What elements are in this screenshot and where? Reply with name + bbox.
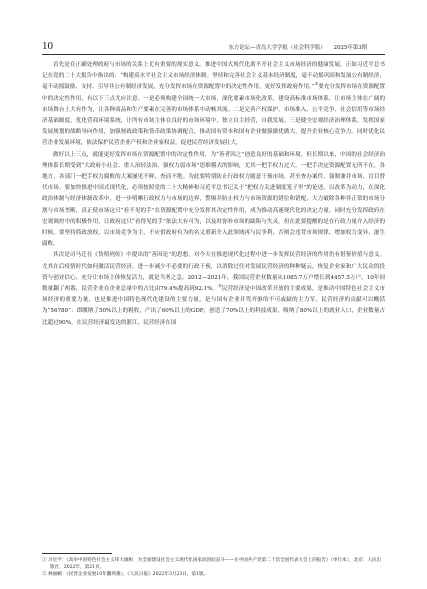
footnotes (42, 557, 385, 578)
page-number: 10 (42, 40, 53, 52)
body-text (42, 60, 385, 329)
paragraph-text: 首先是在正确处理政府与市场的关系上尤有重要的现实意义。推进中国式现代化离不开社会主义市场经济的健康发展，正如习近平总书记在党的二十大报告中指出的：“构建高水平社会主义市场经济体制。坚持和完善社会主义基本经济制度，毫不动摇巩固和发展公有制经济，毫不动摇鼓励、支持、引导非公有制经济发展，充分发挥市场在资源配置中的决定性作用，更好发挥政府作用。” (42, 62, 385, 91)
running-title: 东方论坛—青岛大学学报（社会科学版） 2025年第3期 (228, 45, 367, 51)
footnote-rule (42, 553, 112, 554)
header-rule (42, 54, 385, 55)
paragraph-text-cont: 要充分发挥市场在资源配置中的决定性作用，有以下三点尤应注意。一是必须构建全国统一大市场，深化要素市场化改革，建设高标准市场体系，让市场主体在广阔的市场舞台上大有作为，让各种商品和生产要素在完善的市场体系中动畅其流。二是完善产权保护、市场准入、公平竞争、社会信用等市场经济基础制度，优化营商环境系统，让所有市场主体在良好的市场环境中，独立自主经营，自我发展。三是健全宏观经济治理体系，发挥国家发展规划的战略导向作用，加强财政政策和货币政策协调配合，推动国有资本和国有企业做强做优做大，提升企业核心竞争力。同时优化民营企业发展环境，依法保护民营企业产权和企业家权益，促进民营经济发展壮大。 (42, 84, 386, 147)
footnote: ② 林丽鹂：《民营企业发展10年翻两番》，《人民日报》2022年3月23日，第1版。 (42, 572, 209, 577)
paragraph (42, 250, 385, 328)
page-header (42, 40, 385, 52)
footnote-ref: ① (314, 81, 319, 87)
paragraph (42, 150, 385, 251)
footnote-ref: ② (218, 283, 222, 289)
footnote: ① 习近平：《高举中国特色社会主义伟大旗帜 为全面建设社会主义现代化国家而团结奋斗——在中国共产党第二十次全国代表大会上的报告》（单行本），北京：人民出版社，2022年，第21页。 (42, 558, 382, 570)
paragraph-text-cont: 民营经济是中国改革开放的主要成果，是推动中国特色社会主义市场经济的重要力量，也是推进中国特色现代化建设的主要力量，是与国有企业并驾齐驱的不可或缺的主力军。民营经济的贡献可以概括为“56789”：即缴纳了50%以上的税收，产出了60%以上的GDP，创造了70%以上的科技成果，吸纳了80%以上的就业人口，企业数量占比超过90%。在民营经济最发达的浙江，民营经济在国 (42, 286, 385, 326)
paragraph-text: 做好以上三点，就能更好发挥市场在资源配置中的决定性作用，为“善者因之”创造良好的基础和环境。但长期以来，中国的社会经济治理体系长期受到“大政府小社会、重人治轻法治、强权力弱市场”思维模式的影响，尤其一把手权力过大，一把手决定资源配置无所不在，各地方、各部门一把手权力腐败的大案屡见不鲜，查而不绝。为此要特别防止行政权力随意干预市场，甚至查办案件、强制兼并市场、盲目替代市场。要加快推进中国式现代化，必须按照党的二十大精神和习近平总书记关于“把权力关进制度笼子里”的论述，以改革为动力，在深化政治体制与经济体制改革中，进一步明晰行政权力与市场的边界，警惕并防止权力与市场资源的错位和错配，大力破除各种非正常的市场分割与市场垄断，真正使市场这只“看不见的手”在资源配置中充分发挥其决定性作用，成为推动高速现代化的决定力量。同时充分发挥政府在宏观调控中的积极作用，让政府这只“看得见的手”依法大有可为，以及时弥补市场的缺陷与失灵。但在此要提醒的是在行政力量介入经济的时候，要坚持简政放权，以市场竞争为主，不应借政府有为的名义重新介入此领域再与民争利，否则会违背市场规律，增加权力变异、滋生腐败。 (42, 151, 385, 248)
paragraph-text: 其次是司马迁在《货殖列传》中提出的“善因论”的思想，对今天在推进现代化过程中进一步发挥民营经济的作用仍有借鉴价值与意义。尤其在后疫情时代如何激活民营经济，进一步减少不必要的行政干预，以消除过往对发展民营经济的种种疑云，恢复企业家和广大民众的投资与创业信心，充分让市场主体恢复活力，就是当务之急。2012—2021年，我国民营企业数量从1085.7万户增长到4457.5万户，10年间数量翻了两番，民营企业在企业总量中的占比由79.4%提高到92.1%。 (42, 252, 385, 293)
paragraph (42, 60, 385, 150)
